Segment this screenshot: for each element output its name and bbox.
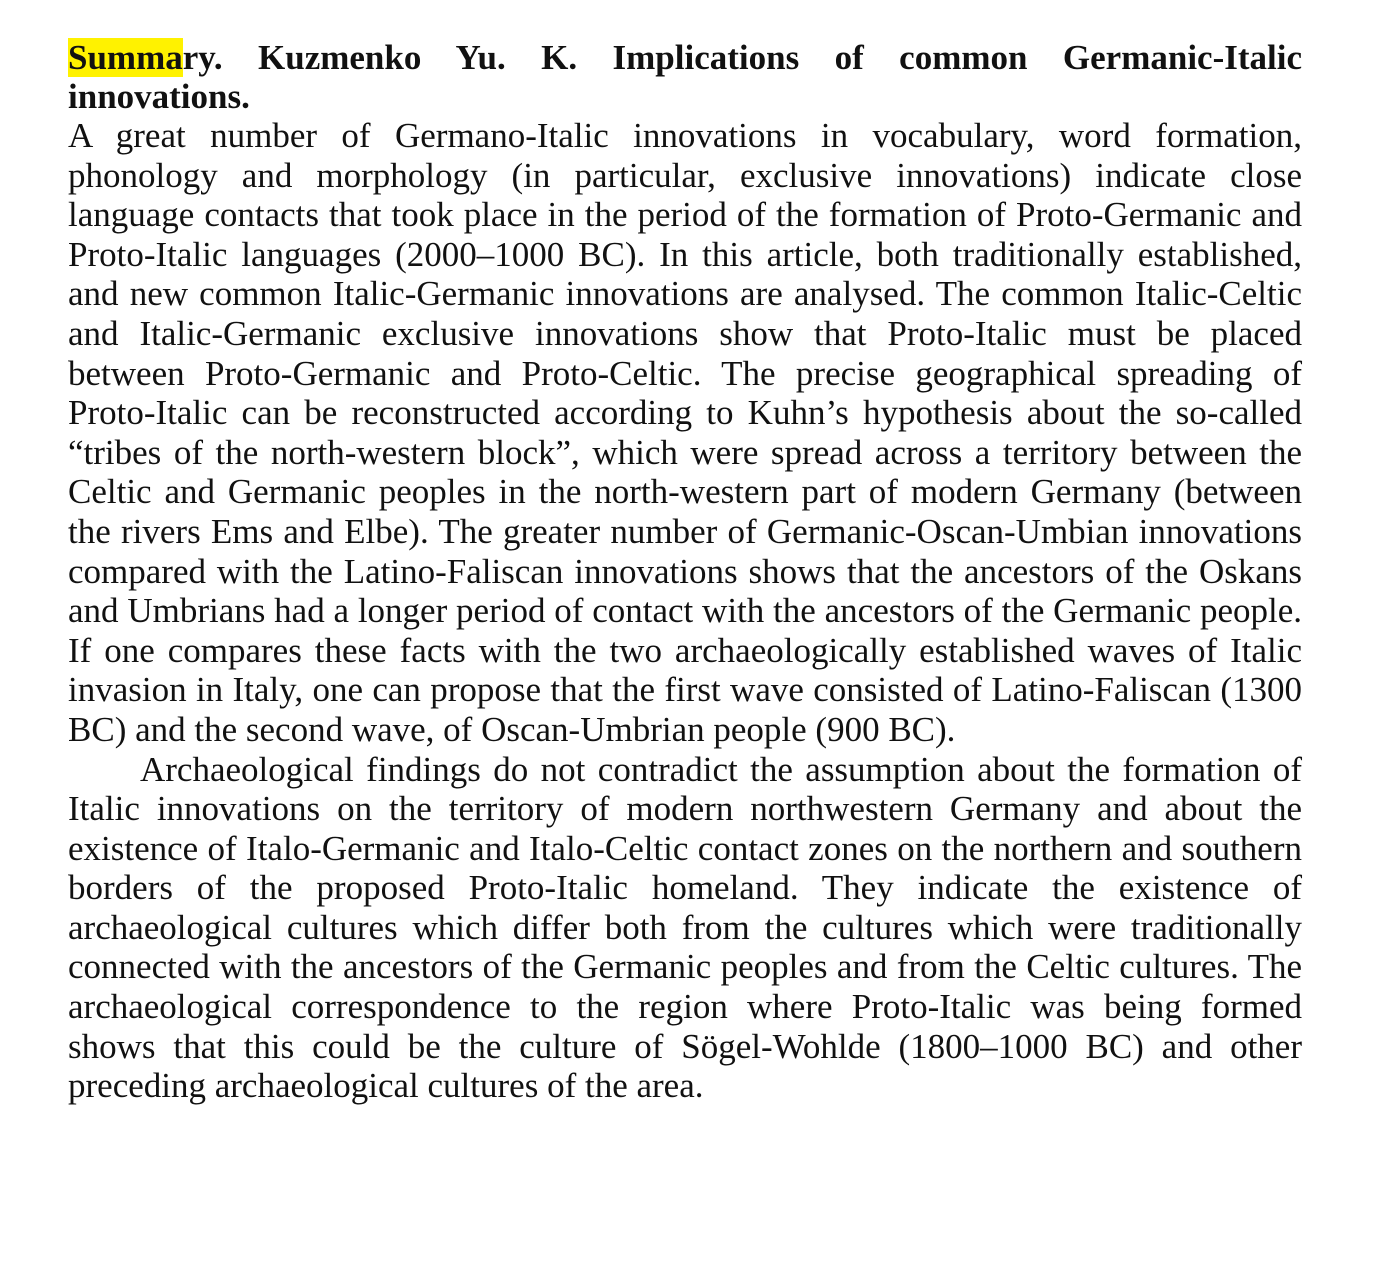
- summary-paragraph-2: Archaeological findings do not contradict the assumption about the formation of Italic innovations on the territory of modern northwestern Germany and about the existence of Italo-Germanic and Italo-Celtic contact zones on the northern and southern borders of the proposed Proto-Italic homeland. They indicate the existence of archaeological cultures which differ both from the cultures which were traditionally connected with the ancestors of the Germanic peoples and from the Celtic cultures. The archaeological correspondence to the region where Proto-Italic was being formed shows that this could be the culture of Sögel-Wohlde (1800–1000 BC) and other preceding archaeological cultures of the area.: [68, 749, 1302, 1106]
- summary-paragraph-1: A great number of Germano-Italic innovations in vocabulary, word formation, phonology and morphology (in particular, exclusive innovations) indicate close language contacts that took place in the period of the formation of Proto-Germanic and Proto-Italic languages (2000–1000 BC). In this article, both traditionally established, and new common Italic-Germanic innovations are analysed. The common Italic-Celtic and Italic-Germanic exclusive innovations show that Proto-Italic must be placed between Proto-Germanic and Proto-Celtic. The precise geographical spreading of Proto-Italic can be reconstructed according to Kuhn’s hypothesis about the so-called “tribes of the north-western block”, which were spread across a territory between the Celtic and Germanic peoples in the north-western part of modern Germany (between the rivers Ems and Elbe). The greater number of Germanic-Oscan-Umbian innovations compared with the Latino-Faliscan innovations shows that the ancestors of the Oskans and Umbrians had a longer period of contact with the ancestors of the Germanic people. If one compares these facts with the two archaeologically established waves of Italic invasion in Italy, one can propose that the first wave consisted of Latino-Faliscan (1300 BC) and the second wave, of Oscan-Umbrian people (900 BC).: [68, 116, 1302, 749]
- heading-text: ry. Kuzmenko Yu. K. Implications of common Germanic-Italic innovations.: [68, 38, 1302, 116]
- highlighted-text: Summa: [68, 38, 183, 77]
- document-page: [68, 38, 1302, 1106]
- summary-heading: [68, 38, 1302, 116]
